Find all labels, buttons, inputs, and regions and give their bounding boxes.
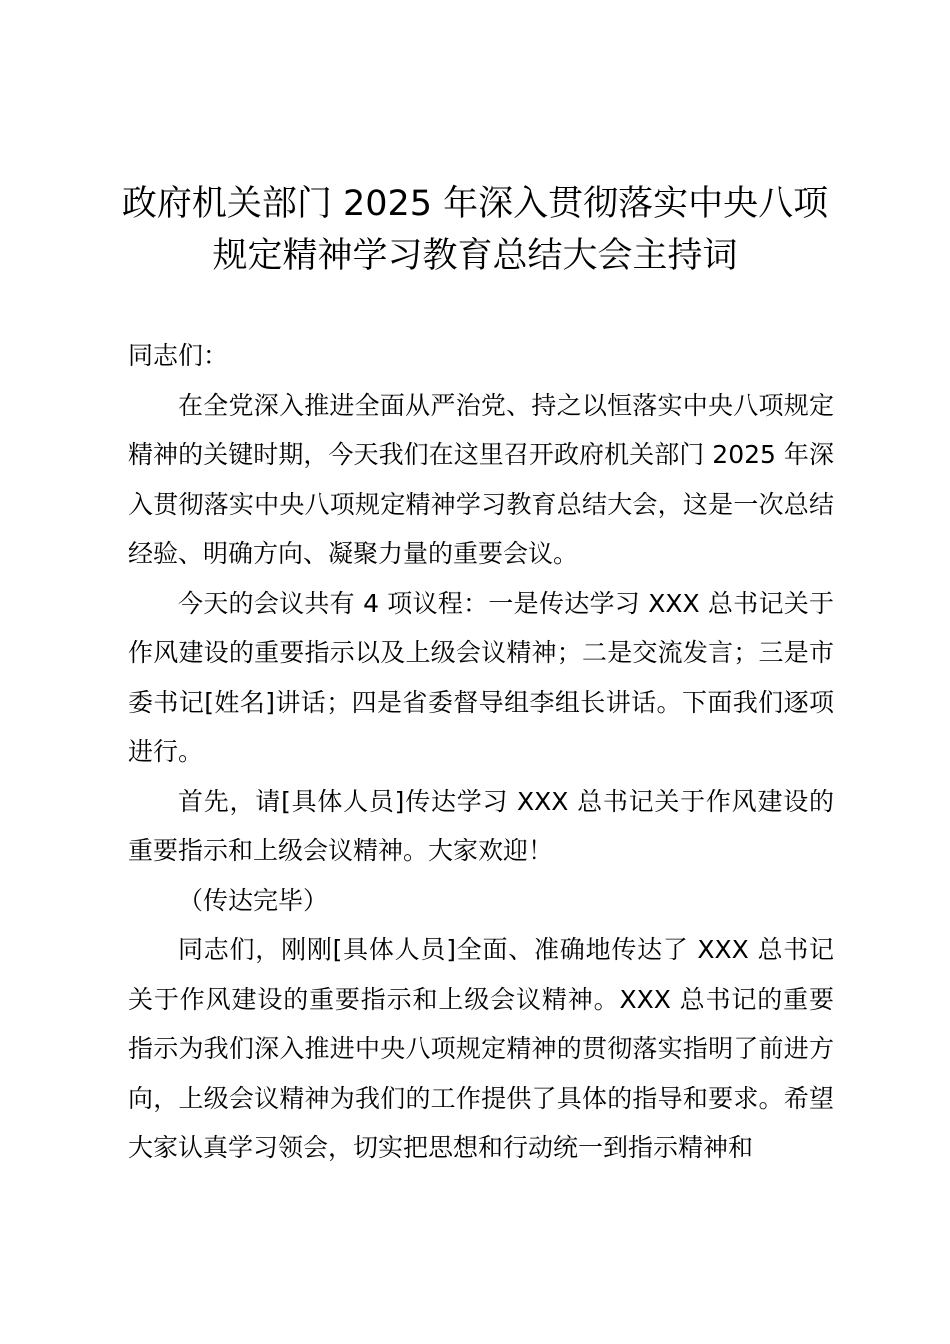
paragraph-stage-note: （传达完毕）	[178, 885, 329, 915]
paragraph-agenda: 今天的会议共有 4 项议程：一是传达学习 XXX 总书记关于作风建设的重要指示以及上级会议精神；二是交流发言；三是市委书记[姓名]讲话；四是省委督导组李组长讲话。下面我们逐项进行。	[128, 588, 834, 766]
title-line-2: 规定精神学习教育总结大会主持词	[212, 236, 738, 276]
paragraph-opening: 在全党深入推进全面从严治党、持之以恒落实中央八项规定精神的关键时期，今天我们在这里召开政府机关部门 2025 年深入贯彻落实中央八项规定精神学习教育总结大会，这是一次总结经验、明确方向、凝聚力量的重要会议。	[128, 390, 834, 568]
document-body	[128, 331, 834, 1173]
document-title	[110, 178, 840, 282]
salutation: 同志们：	[128, 341, 229, 370]
paragraph-summary: 同志们，刚刚[具体人员]全面、准确地传达了 XXX 总书记关于作风建设的重要指示和上级会议精神。XXX 总书记的重要指示为我们深入推进中央八项规定精神的贯彻落实指明了前进方向，上级会议精神为我们的工作提供了具体的指导和要求。希望大家认真学习领会，切实把思想和行动统一到指示精神和	[128, 935, 834, 1162]
title-line-1: 政府机关部门 2025 年深入贯彻落实中央八项	[121, 184, 829, 224]
paragraph-first-item: 首先，请[具体人员]传达学习 XXX 总书记关于作风建设的重要指示和上级会议精神。大家欢迎！	[128, 786, 834, 865]
